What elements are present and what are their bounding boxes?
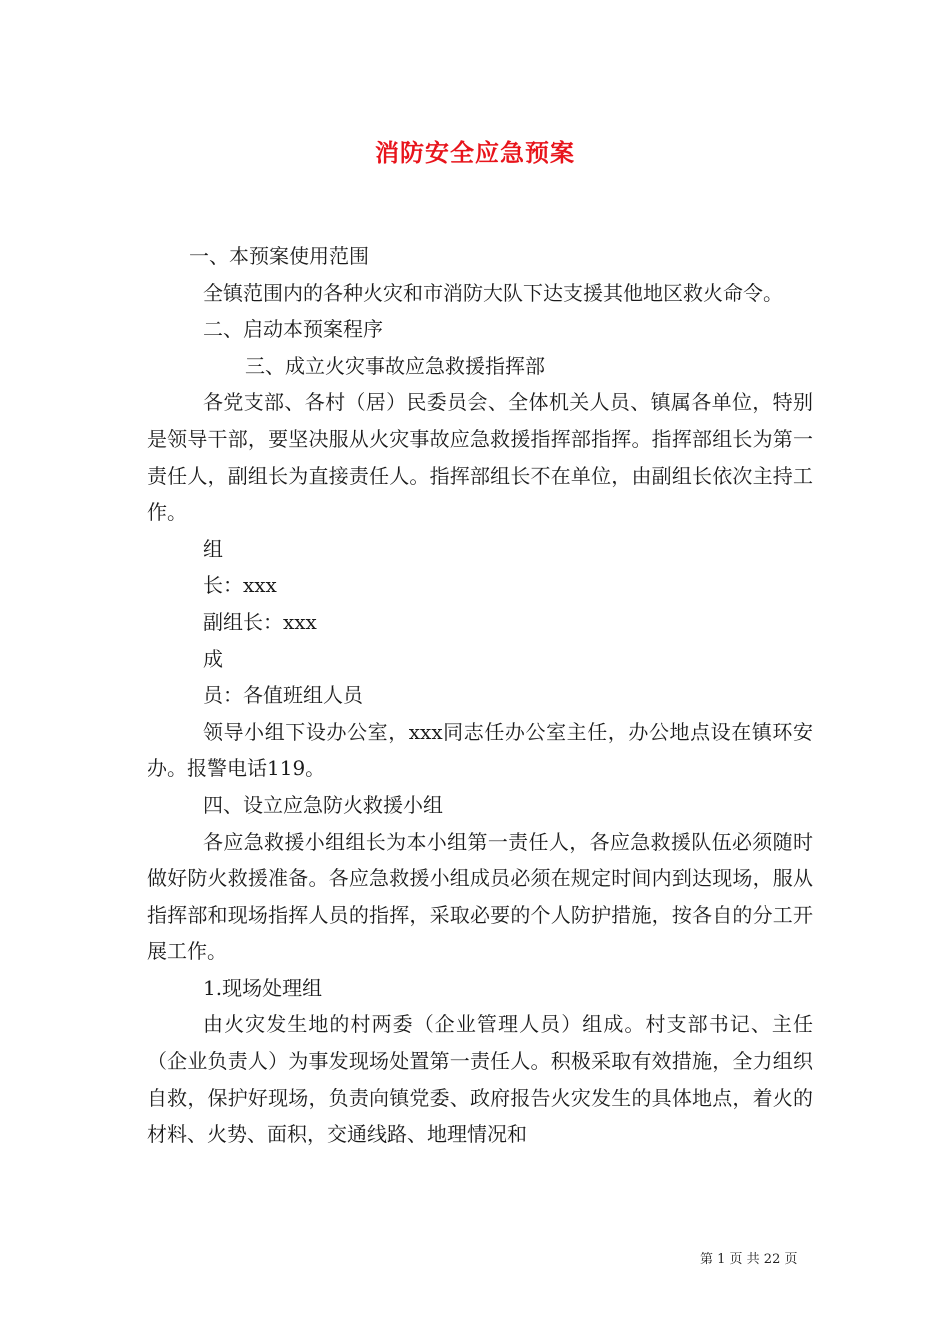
- document-body: [147, 238, 813, 1153]
- page-number-footer: 第 1 页 共 22 页: [700, 1252, 798, 1267]
- line-zuzhang: 长：xxx: [203, 573, 277, 598]
- section-heading-2: 二、启动本预案程序: [203, 317, 383, 342]
- paragraph-4: 各应急救援小组组长为本小组第一责任人，各应急救援队伍必须随时做好防火救援准备。各应急救援小组成员必须在规定时间内到达现场，服从指挥部和现场指挥人员的指挥，采取必要的个人防护措施，按各自的分工开展工作。: [147, 829, 813, 964]
- line-fuzuzhang: 副组长：xxx: [203, 609, 317, 634]
- line-chengyuan: 员：各值班组人员: [203, 683, 363, 708]
- document-title: 消防安全应急预案: [375, 138, 575, 167]
- section-heading-4: 四、设立应急防火救援小组: [203, 792, 443, 817]
- line-zu: 组: [203, 536, 223, 561]
- section-heading-3: 三、成立火灾事故应急救援指挥部: [245, 353, 545, 378]
- line-cheng: 成: [203, 646, 223, 671]
- paragraph-2: 各党支部、各村（居）民委员会、全体机关人员、镇属各单位，特别是领导干部，要坚决服从火灾事故应急救援指挥部指挥。指挥部组长为第一责任人，副组长为直接责任人。指挥部组长不在单位，由副组长依次主持工作。: [147, 390, 813, 525]
- paragraph-1: 全镇范围内的各种火灾和市消防大队下达支援其他地区救火命令。: [203, 280, 783, 305]
- subsection-heading-1: 1.现场处理组: [203, 975, 323, 1000]
- paragraph-3: 领导小组下设办公室，xxx同志任办公室主任，办公地点设在镇环安办。报警电话119。: [147, 719, 813, 781]
- paragraph-5: 由火灾发生地的村两委（企业管理人员）组成。村支部书记、主任（企业负责人）为事发现场处置第一责任人。积极采取有效措施，全力组织自救，保护好现场，负责向镇党委、政府报告火灾发生的具体地点，着火的材料、火势、面积，交通线路、地理情况和: [147, 1012, 813, 1147]
- section-heading-1: 一、本预案使用范围: [189, 244, 369, 268]
